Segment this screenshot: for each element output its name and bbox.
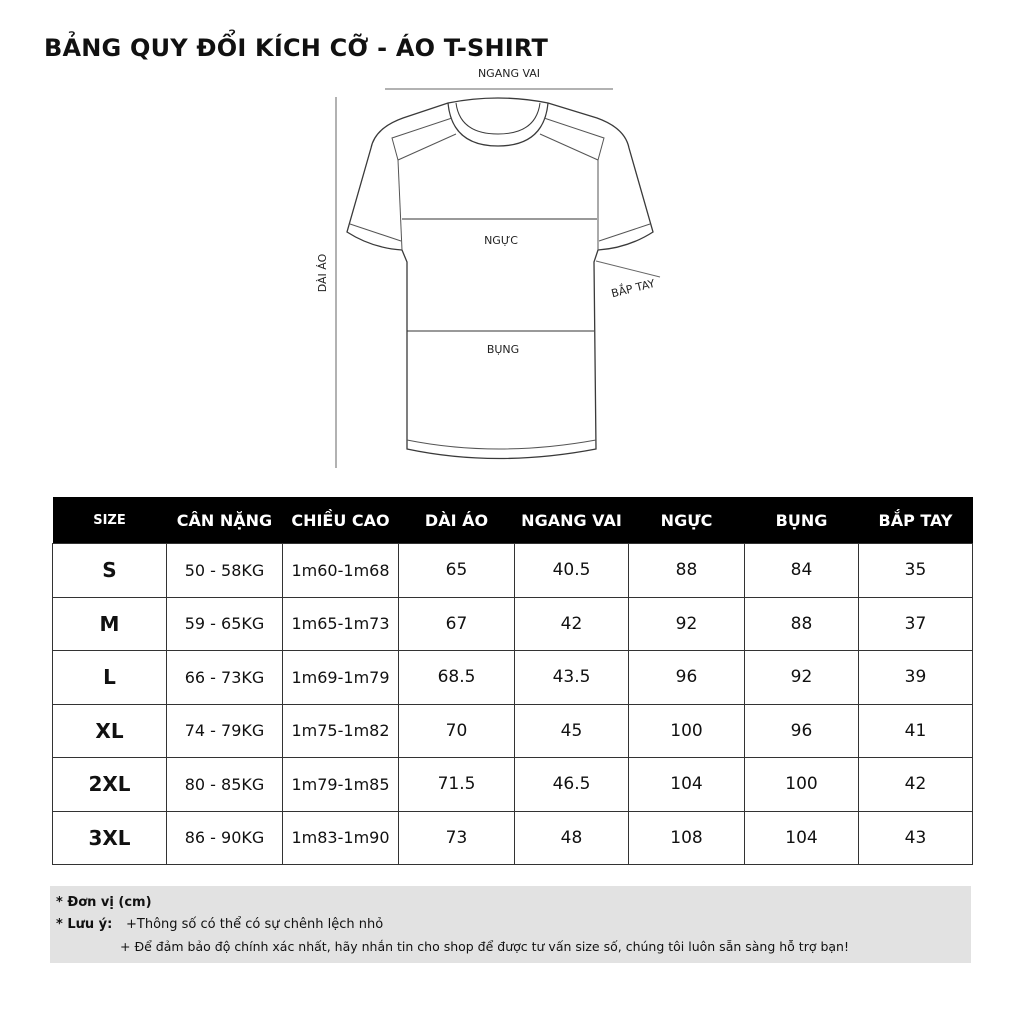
cell-height: 1m60-1m68 <box>283 544 399 598</box>
sleeve-measure-line <box>596 261 660 277</box>
cell-shoulder: 48 <box>515 811 629 865</box>
cell-weight: 59 - 65KG <box>167 597 283 651</box>
cell-chest: 88 <box>629 544 745 598</box>
cell-waist: 84 <box>745 544 859 598</box>
cell-size: 2XL <box>53 758 167 812</box>
cell-size: XL <box>53 704 167 758</box>
cell-shoulder: 46.5 <box>515 758 629 812</box>
cell-chest: 108 <box>629 811 745 865</box>
cell-height: 1m69-1m79 <box>283 651 399 705</box>
table-row <box>53 704 973 758</box>
cell-length: 68.5 <box>399 651 515 705</box>
cell-sleeve: 39 <box>859 651 973 705</box>
unit-note: * Đơn vị (cm) <box>56 895 152 910</box>
table-row <box>53 544 973 598</box>
cell-size: S <box>53 544 167 598</box>
cell-sleeve: 35 <box>859 544 973 598</box>
cell-height: 1m83-1m90 <box>283 811 399 865</box>
size-chart-table <box>52 497 973 865</box>
header-size: SIZE <box>53 497 167 544</box>
table-row <box>53 758 973 812</box>
header-chest: NGỰC <box>629 497 745 544</box>
cell-weight: 86 - 90KG <box>167 811 283 865</box>
cell-sleeve: 37 <box>859 597 973 651</box>
tshirt-outline <box>347 98 653 459</box>
cell-length: 71.5 <box>399 758 515 812</box>
cell-height: 1m75-1m82 <box>283 704 399 758</box>
cell-shoulder: 42 <box>515 597 629 651</box>
note-contact: + Để đảm bảo độ chính xác nhất, hãy nhắn tin cho shop để được tư vấn size số, chúng tôi luôn sẵn sàng hỗ trợ bạn! <box>120 939 849 954</box>
cell-sleeve: 42 <box>859 758 973 812</box>
cell-length: 73 <box>399 811 515 865</box>
cell-length: 65 <box>399 544 515 598</box>
cell-chest: 104 <box>629 758 745 812</box>
cell-size: L <box>53 651 167 705</box>
note-label: * Lưu ý: <box>56 917 113 932</box>
header-length: DÀI ÁO <box>399 497 515 544</box>
cell-chest: 92 <box>629 597 745 651</box>
cell-shoulder: 40.5 <box>515 544 629 598</box>
cell-chest: 96 <box>629 651 745 705</box>
table-row <box>53 651 973 705</box>
cell-weight: 66 - 73KG <box>167 651 283 705</box>
cell-size: 3XL <box>53 811 167 865</box>
notes-box <box>50 886 971 963</box>
cell-chest: 100 <box>629 704 745 758</box>
sleeve-label: BẮP TAY <box>610 276 657 301</box>
cell-sleeve: 43 <box>859 811 973 865</box>
chest-label: NGỰC <box>484 234 518 247</box>
cell-waist: 96 <box>745 704 859 758</box>
note-variance: +Thông số có thể có sự chênh lệch nhỏ <box>126 917 384 932</box>
table-row <box>53 811 973 865</box>
cell-weight: 50 - 58KG <box>167 544 283 598</box>
cell-waist: 100 <box>745 758 859 812</box>
table-row <box>53 597 973 651</box>
cell-waist: 104 <box>745 811 859 865</box>
cell-height: 1m79-1m85 <box>283 758 399 812</box>
header-weight: CÂN NẶNG <box>167 497 283 544</box>
length-label: DÀI ÁO <box>316 253 329 293</box>
cell-waist: 92 <box>745 651 859 705</box>
header-shoulder: NGANG VAI <box>515 497 629 544</box>
cell-weight: 80 - 85KG <box>167 758 283 812</box>
tshirt-diagram <box>0 60 1024 480</box>
table-header-row <box>53 497 973 544</box>
cell-shoulder: 45 <box>515 704 629 758</box>
cell-length: 67 <box>399 597 515 651</box>
header-height: CHIỀU CAO <box>283 497 399 544</box>
header-sleeve: BẮP TAY <box>859 497 973 544</box>
cell-sleeve: 41 <box>859 704 973 758</box>
waist-label: BỤNG <box>486 343 520 356</box>
cell-shoulder: 43.5 <box>515 651 629 705</box>
cell-length: 70 <box>399 704 515 758</box>
cell-height: 1m65-1m73 <box>283 597 399 651</box>
cell-size: M <box>53 597 167 651</box>
page-title: BẢNG QUY ĐỔI KÍCH CỠ - ÁO T-SHIRT <box>44 34 549 62</box>
cell-weight: 74 - 79KG <box>167 704 283 758</box>
header-waist: BỤNG <box>745 497 859 544</box>
shoulder-label: NGANG VAI <box>477 67 541 80</box>
cell-waist: 88 <box>745 597 859 651</box>
